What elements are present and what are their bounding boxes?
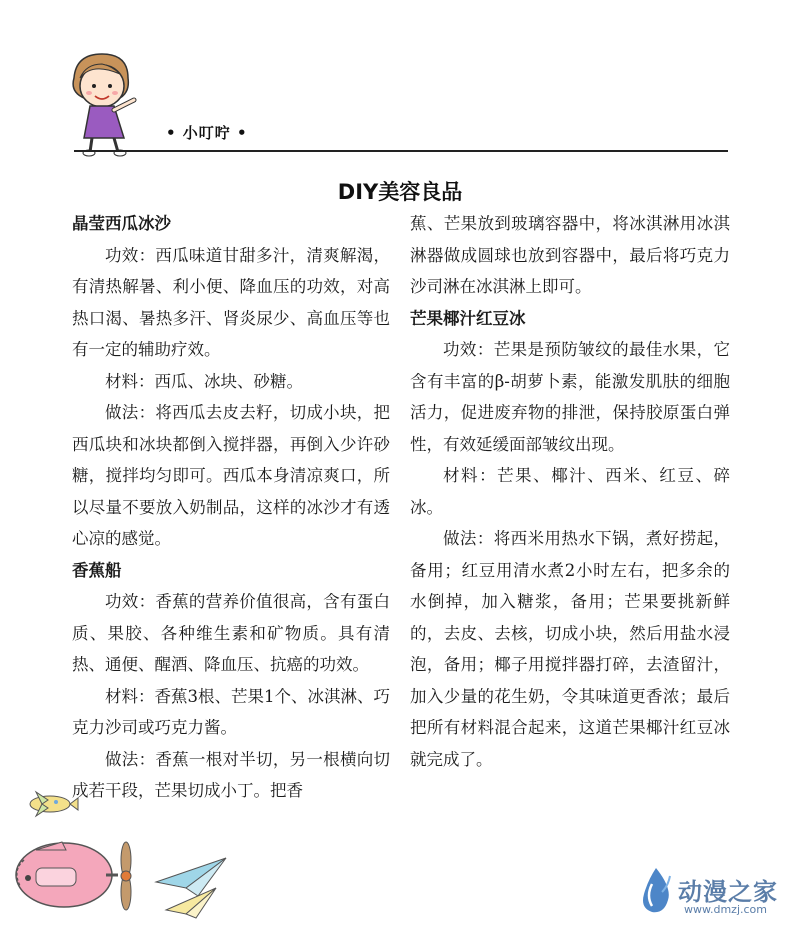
section-title: 香蕉船 <box>72 560 122 580</box>
left-column <box>72 208 390 807</box>
right-column <box>410 208 730 775</box>
section-title: 芒果椰汁红豆冰 <box>410 308 526 328</box>
pink-airplane-icon <box>6 820 156 920</box>
paragraph: 功效：芒果是预防皱纹的最佳水果，它含有丰富的β-胡萝卜素，能激发肌肤的细胞活力，促进废弃物的排泄，保持胶原蛋白弹性，有效延缓面部皱纹出现。 <box>410 340 730 454</box>
paragraph: 材料：香蕉3根、芒果1个、冰淇淋、巧克力沙司或巧克力酱。 <box>72 686 390 737</box>
header-divider <box>74 150 728 152</box>
paragraph: 功效：香蕉的营养价值很高，含有蛋白质、果胶、各种维生素和矿物质。具有清热、通便、醒酒、降血压、抗癌的功效。 <box>72 592 390 674</box>
paragraph: 蕉、芒果放到玻璃容器中，将冰淇淋用冰淇淋器做成圆球也放到容器中，最后将巧克力沙司淋在冰淇淋上即可。 <box>410 214 730 296</box>
cartoon-girl-icon <box>62 48 152 158</box>
toy-airplane-icon <box>22 788 82 820</box>
paragraph: 做法：香蕉一根对半切，另一根横向切成若干段，芒果切成小丁。把香 <box>72 749 390 800</box>
article-title: DIY美容良品 <box>337 180 463 204</box>
paper-plane-icon <box>146 852 236 922</box>
paragraph: 材料：西瓜、冰块、砂糖。 <box>105 371 303 391</box>
paragraph: 做法：将西瓜去皮去籽，切成小块，把西瓜块和冰块都倒入搅拌器，再倒入少许砂糖，搅拌均匀即可。西瓜本身清凉爽口，所以尽量不要放入奶制品，这样的冰沙才有透心凉的感觉。 <box>72 403 390 548</box>
water-drop-logo-icon <box>638 866 674 916</box>
paragraph: 做法：将西米用热水下锅，煮好捞起，备用；红豆用清水煮2小时左右，把多余的水倒掉，加入糖浆，备用；芒果要挑新鲜的，去皮、去核，切成小块，然后用盐水浸泡，备用；椰子用搅拌器打碎，去渣留汁，加入少量的花生奶，令其味道更香浓；最后把所有材料混合起来，这道芒果椰汁红豆冰就完成了。 <box>410 529 730 769</box>
section-title: 晶莹西瓜冰沙 <box>72 214 171 233</box>
paragraph: 材料：芒果、椰汁、西米、红豆、碎冰。 <box>410 466 730 517</box>
paragraph: 功效：西瓜味道甘甜多汁，清爽解渴，有清热解暑、利小便、降血压的功效，对高热口渴、暑热多汗、肾炎尿少、高血压等也有一定的辅助疗效。 <box>72 245 390 359</box>
watermark-url: www.dmzj.com <box>684 903 767 916</box>
watermark-name: 动漫之家 <box>678 878 778 906</box>
brand-label: • 小叮咛 • <box>166 124 248 142</box>
